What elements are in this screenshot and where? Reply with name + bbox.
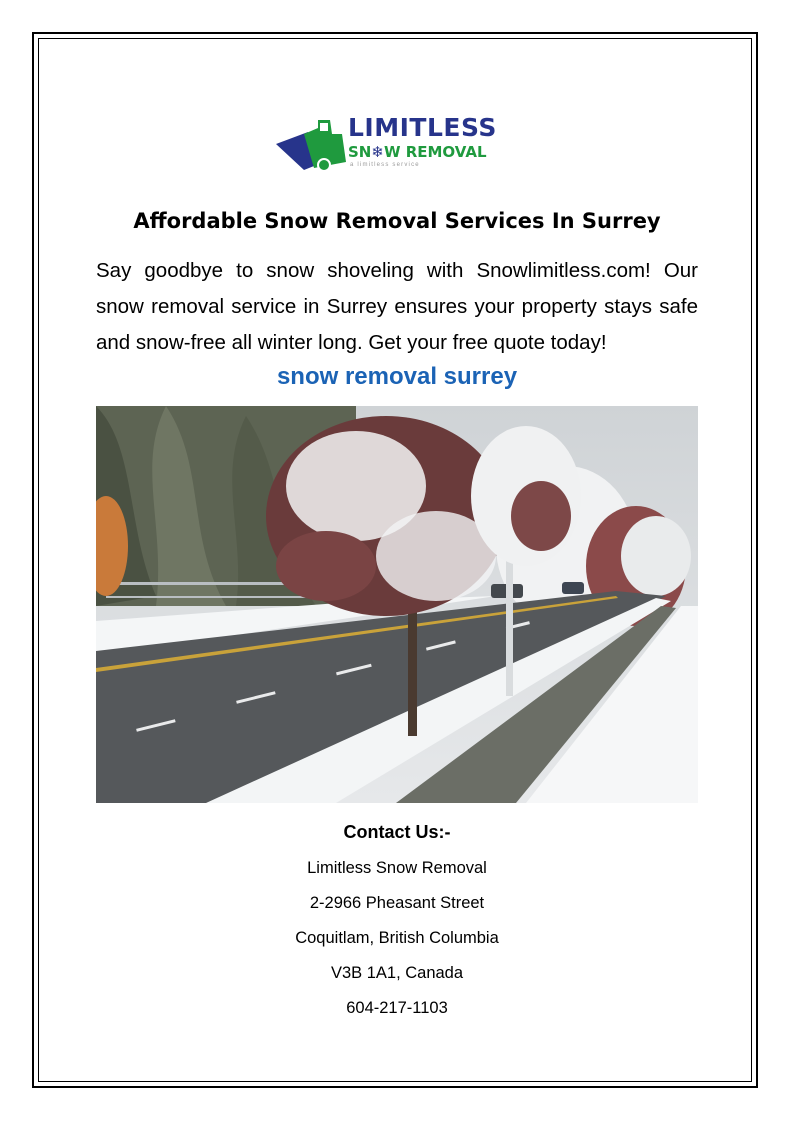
snowflake-icon: ❄ [371,143,384,161]
company-logo [274,112,520,174]
contact-section [60,818,734,1030]
snow-removal-surrey-link[interactable]: snow removal surrey [276,363,518,390]
contact-heading: Contact Us:- [343,822,451,842]
contact-phone-number[interactable]: 604-217-1103 [346,999,448,1017]
logo-tagline: a limitless service [350,162,420,168]
page-title: Affordable Snow Removal Services In Surrey [133,209,661,233]
intro-paragraph: Say goodbye to snow shoveling with Snowlimitless.com! Our snow removal service in Surrey ensures your property stays safe and snow-free all winter long. Get your free quote today! [96,259,698,354]
contact-street-address: 2-2966 Pheasant Street [309,894,485,912]
contact-company-name: Limitless Snow Removal [307,859,487,877]
contact-postal-country: V3B 1A1, Canada [330,964,464,982]
plow-truck-icon [274,112,354,174]
logo-wordmark-snow-removal: SN❄W REMOVAL [348,143,487,161]
photo-illustration [96,406,698,803]
snowy-street-photo [96,406,698,803]
contact-city-province: Coquitlam, British Columbia [295,929,499,947]
logo-wordmark-limitless: LIMITLESS [348,113,497,142]
